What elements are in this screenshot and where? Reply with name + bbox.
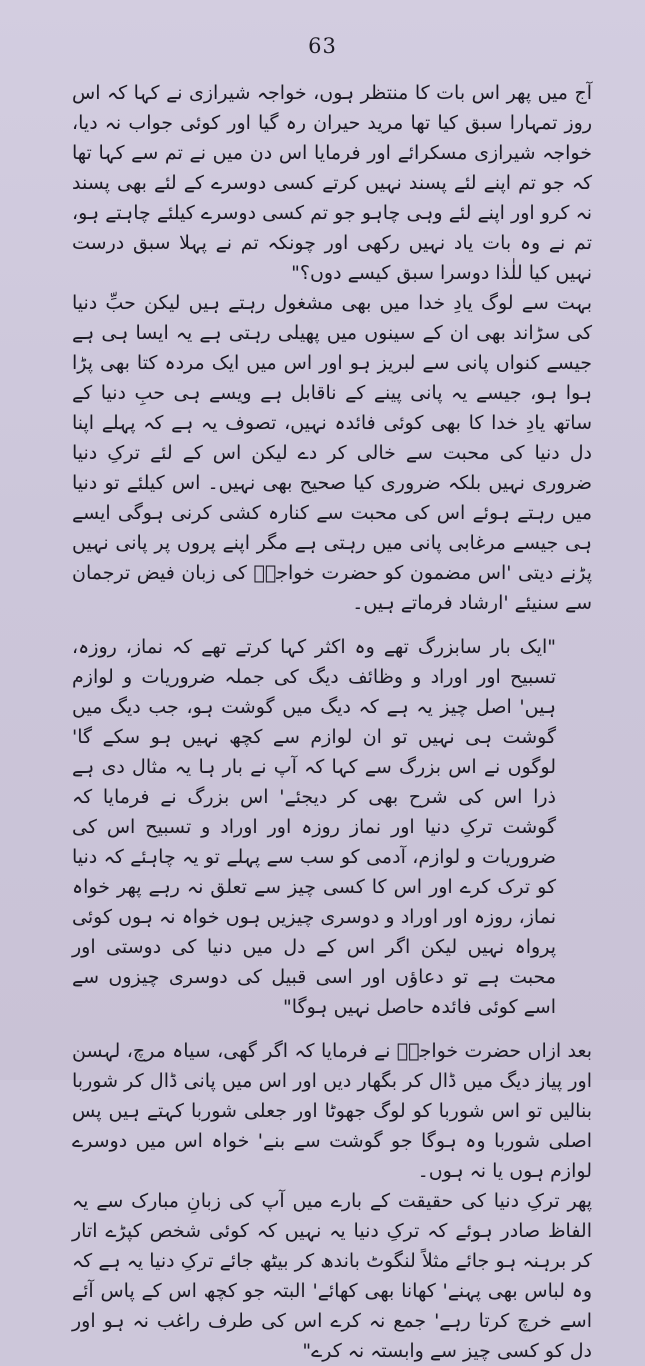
paragraph-gap (72, 1022, 592, 1036)
paragraph-broth-analogy: بعد ازاں حضرت خواجہؒ نے فرمایا کہ اگر گھی، سیاہ مرچ، لہسن اور پیاز دیگ میں ڈال کر بگھار دیں اور اس میں پانی ڈال کر شوربا بنالیں تو اس شوربا کو لوگ جھوٹا اور جعلی شوربا کہتے ہیں پس اصلی شوربا وہ ہوگا جو گوشت سے بنے' خواہ اس میں دوسرے لوازم ہوں یا نہ ہوں۔ (72, 1040, 592, 1182)
paragraph-love-of-world: بہت سے لوگ یادِ خدا میں بھی مشغول رہتے ہیں لیکن حبِّ دنیا کی سڑاند بھی ان کے سینوں میں پھیلی رہتی ہے یہ ایسا ہی ہے جیسے کنواں پانی سے لبریز ہو اور اس میں ایک مردہ کتا بھی پڑا ہوا ہو، جیسے یہ پانی پینے کے ناقابل ہے ویسے ہی حبِ دنیا کے ساتھ یادِ خدا کا بھی کوئی فائدہ نہیں، تصوف یہ ہے کہ پہلے اپنا دل دنیا کی محبت سے خالی کر دے لیکن اس کے لئے ترکِ دنیا ضروری نہیں بلکہ ضروری کیا صحیح بھی نہیں۔ اس کیلئے تو دنیا میں رہتے ہوئے اس کی محبت سے کنارہ کشی کرنی ہوگی ایسے ہی جیسے مرغابی پانی میں رہتی ہے مگر اپنے پروں پر پانی نہیں پڑنے دیتی 'اس مضمون کو حضرت خواجہؒ کی زبان فیض ترجمان سے سنیئے 'ارشاد فرماتے ہیں۔ (72, 292, 592, 614)
paragraph-reality-of-renunciation: پھر ترکِ دنیا کی حقیقت کے بارے میں آپ کی زبانِ مبارک سے یہ الفاظ صادر ہوئے کہ ترکِ دنیا یہ نہیں کہ کوئی شخص کپڑے اتار کر برہنہ ہو جائے مثلاً لنگوٹ باندھ کر بیٹھ جائے ترکِ دنیا یہ ہے کہ وہ لباس بھی پہنے' کھانا بھی کھائے' البتہ جو کچھ اس کے پاس آئے اسے خرچ کرتا رہے' جمع نہ کرے اس کی طرف راغب نہ ہو اور دل کو کسی چیز سے وابستہ نہ کرے" (72, 1190, 592, 1362)
paragraph-shirazi: آج میں پھر اس بات کا منتظر ہوں، خواجہ شیرازی نے کہا کہ اس روز تمہارا سبق کیا تھا مرید حیران رہ گیا اور کوئی جواب نہ دیا، خواجہ شیرازی مسکرائے اور فرمایا اس دن میں نے تم سے کہا تھا کہ جو تم اپنے لئے پسند نہیں کرتے کسی دوسرے کے لئے بھی پسند نہ کرو اور اپنے لئے وہی چاہو جو تم کسی دوسرے کیلئے چاہتے ہو، تم نے وہ بات یاد نہیں رکھی اور چونکہ تم نے پہلا سبق درست نہیں کیا للٰذا دوسرا سبق کیسے دوں؟" (72, 82, 592, 284)
page-number: 63 (308, 34, 337, 58)
quote-elder-pot-meat: "ایک بار سابزرگ تھے وہ اکثر کہا کرتے تھے کہ نماز، روزہ، تسبیح اور اوراد و وظائف دیگ کی جملہ ضروریات و لوازم ہیں' اصل چیز یہ ہے کہ دیگ میں گوشت ہو، جب دیگ میں گوشت ہی نہیں تو ان لوازم سے کچھ نہیں ہو سکے گا' لوگوں نے اس بزرگ سے کہا کہ آپ نے بار ہا یہ مثال دی ہے ذرا اس کی شرح بھی کر دیجئے' اس بزرگ نے فرمایا کہ گوشت ترکِ دنیا اور نماز روزہ اور اوراد و تسبیح اس کی ضروریات و لوازم، آدمی کو سب سے پہلے تو یہ چاہئے کہ دنیا کو ترک کرے اور اس کا کسی چیز سے تعلق نہ رہے پھر خواہ نماز، روزہ اور اوراد و دوسری چیزیں ہوں خواہ نہ ہوں کوئی پرواہ نہیں لیکن اگر اس کے دل میں دنیا کی دوستی اور محبت ہے تو دعاؤں اور اسی قبیل کی دوسری چیزوں سے اسے کوئی فائدہ حاصل نہیں ہوگا" (72, 636, 556, 1018)
page-text (72, 78, 592, 1366)
paragraph-gap (72, 618, 592, 632)
